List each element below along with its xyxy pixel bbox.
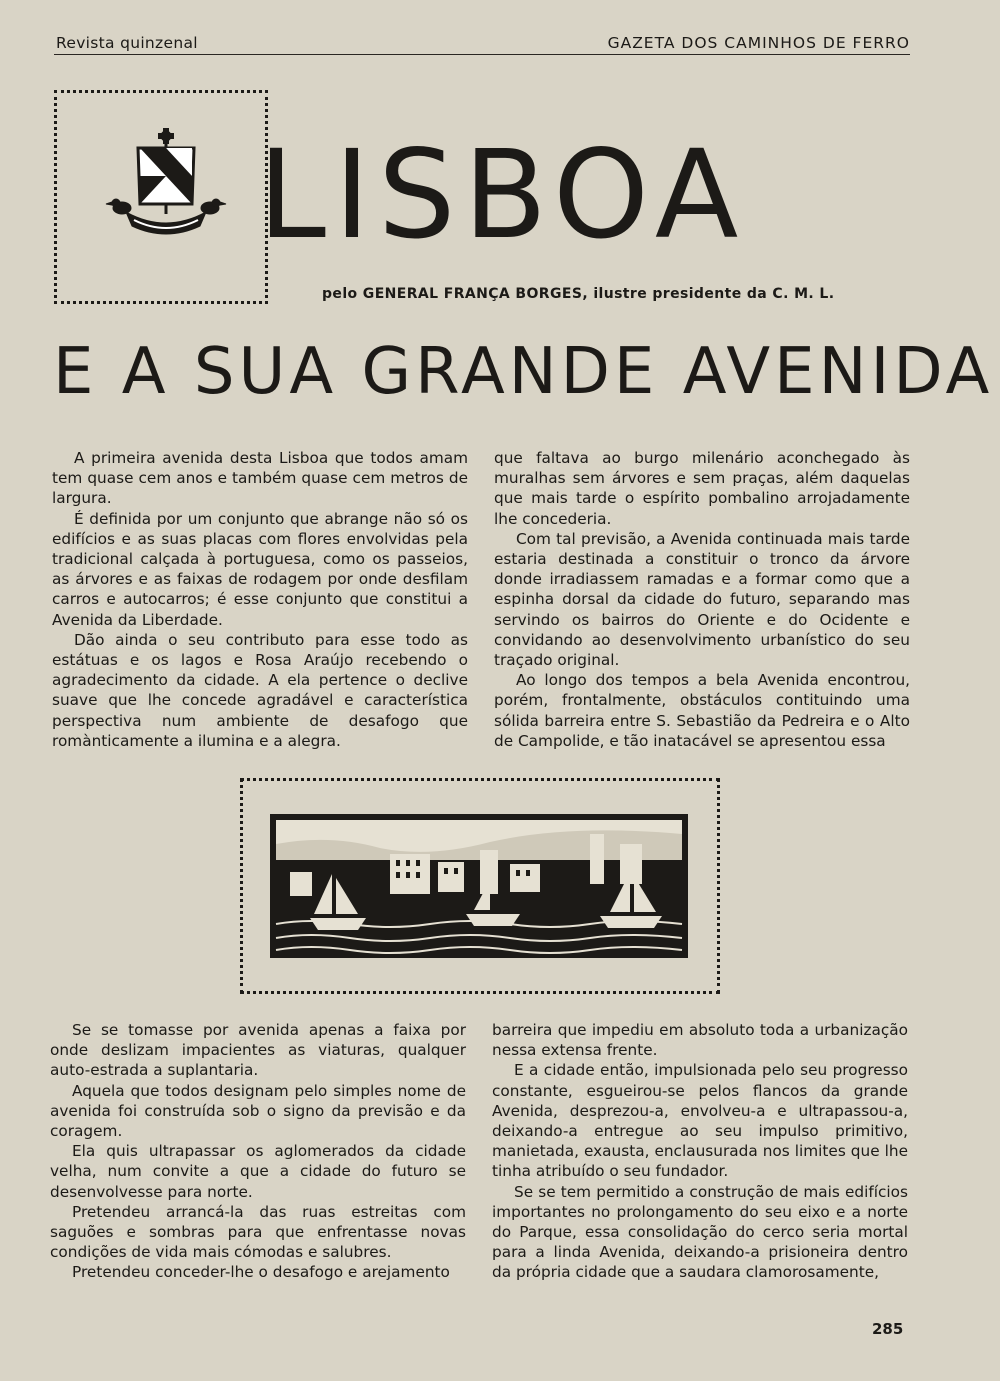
header-rule: [54, 54, 910, 55]
column-bottom-right: [492, 1020, 908, 1283]
paragraph-continued: barreira que impediu em absoluto toda a urbanização nessa extensa frente.: [492, 1021, 908, 1060]
paragraph: Ela quis ultrapassar os aglomerados da cidade velha, num convite a que a cidade do futuro se desenvolvesse para norte.: [50, 1142, 466, 1201]
article-byline: pelo GENERAL FRANÇA BORGES, ilustre presidente da C. M. L.: [322, 286, 835, 302]
paragraph: Aquela que todos designam pelo simples nome de avenida foi construída sob o signo da previsão e da coragem.: [50, 1081, 466, 1141]
paragraph: Pretendeu arrancá-la das ruas estreitas com saguões e sombras para que enfrentasse novas condições de vida mais cómodas e salubres.: [50, 1202, 466, 1262]
lisbon-ship-crest-icon: [104, 124, 228, 248]
paragraph: Ao longo dos tempos a bela Avenida encontrou, porém, frontalmente, obstáculos contituindo uma sólida barreira entre S. Sebastião da Pedreira e o Alto de Campolide, e tão inatacável se apresentou essa: [494, 671, 910, 750]
lisbon-harbour-woodcut: [270, 814, 688, 958]
column-top-left: [52, 448, 468, 751]
magazine-title: GAZETA DOS CAMINHOS DE FERRO: [607, 34, 910, 52]
article-subtitle: E A SUA GRANDE AVENIDA: [53, 335, 994, 409]
column-bottom-left: [50, 1020, 466, 1283]
magazine-frequency: Revista quinzenal: [56, 34, 198, 52]
paragraph: Com tal previsão, a Avenida continuada mais tarde estaria destinada a constituir o tronco da árvore donde irradiassem ramadas e a formar como que a espinha dorsal da cidade do futuro, separando mas servindo os bairros do Oriente e do Ocidente e convidando ao desenvolvimento urbanístico do seu traçado original.: [494, 529, 910, 670]
paragraph-continued: que faltava ao burgo milenário aconchegado às muralhas sem árvores e sem praças, além daquelas que mais tarde o espírito pombalino arrojadamente lhe concederia.: [494, 449, 910, 528]
paragraph: A primeira avenida desta Lisboa que todos amam tem quase cem anos e também quase cem metros de largura.: [52, 449, 468, 508]
column-top-right: [494, 448, 910, 751]
page-number: 285: [872, 1320, 904, 1338]
article-title: LISBOA: [258, 124, 747, 266]
paragraph: É definida por um conjunto que abrange não só os edifícios e as suas placas com flores envolvidas pela tradicional calçada à portuguesa, como os passeios, as árvores e as faixas de rodagem por onde desfilam carros e autocarros; é esse conjunto que constitui a Avenida da Liberdade.: [52, 509, 468, 629]
paragraph: Se se tomasse por avenida apenas a faixa por onde deslizam impacientes as viaturas, qualquer auto-estrada a suplantaria.: [50, 1021, 466, 1080]
paragraph: Dão ainda o seu contributo para esse todo as estátuas e os lagos e Rosa Araújo recebendo o agradecimento da cidade. A ela pertence o declive suave que lhe concede agradável e característica perspectiva num ambiente de desafogo que romànticamente a ilumina e a alegra.: [52, 630, 468, 750]
paragraph: Pretendeu conceder-lhe o desafogo e arejamento: [72, 1263, 450, 1282]
paragraph: Se se tem permitido a construção de mais edifícios importantes no prolongamento do seu eixo e a norte do Parque, essa consolidação do cerco seria mortal para a linda Avenida, deixando-a prisioneira dentro da própria cidade que a saudara clamorosamente,: [492, 1182, 908, 1282]
paragraph: E a cidade então, impulsionada pelo seu progresso constante, esgueirou-se pelos flancos da grande Avenida, desprezou-a, envolveu-a e ultrapassou-a, deixando-a entregue ao seu impulso primitivo, manietada, exausta, enclausurada nos limites que lhe tinha atribuído o seu fundador.: [492, 1061, 908, 1181]
